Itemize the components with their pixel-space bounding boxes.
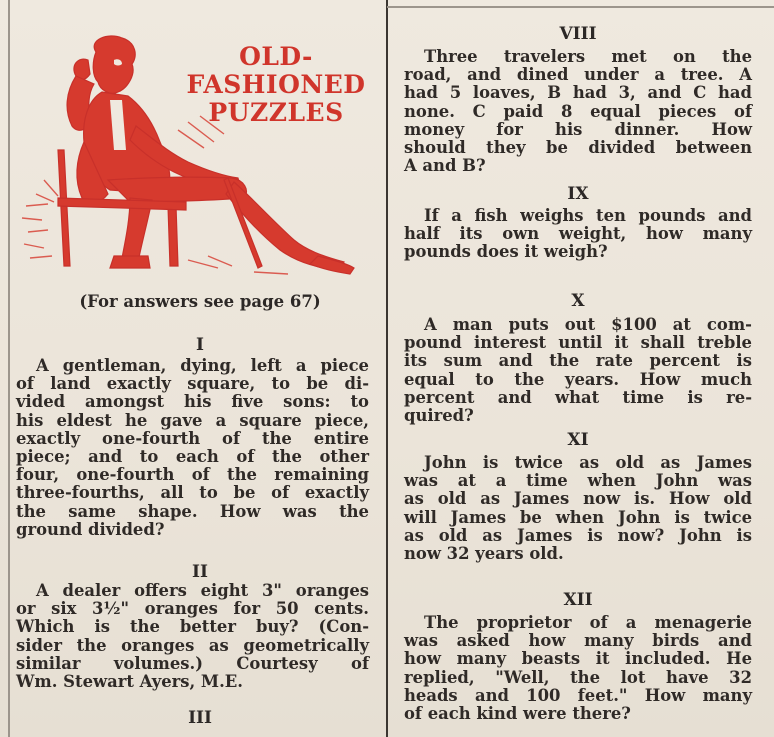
text-line: money for his dinner. How bbox=[404, 119, 752, 139]
text-line: A and B? bbox=[404, 156, 486, 176]
text-line: vided amongst his five sons: to bbox=[16, 392, 369, 412]
puzzle-text bbox=[404, 48, 752, 175]
text-line: Three travelers met on the bbox=[424, 47, 752, 66]
text-line: John is twice as old as James bbox=[424, 453, 752, 472]
text-line: replied, "Well, the lot have 32 bbox=[404, 667, 752, 687]
text-line: equal to the years. How much bbox=[404, 369, 752, 389]
text-line: will James be when John is twice bbox=[404, 507, 752, 527]
text-line: three-fourths, all to be of exactly bbox=[16, 483, 369, 503]
text-line: quired? bbox=[404, 406, 474, 426]
title-line-2: FASHIONED bbox=[186, 70, 366, 99]
text-line: was at a time when John was bbox=[404, 471, 752, 491]
top-border-rule bbox=[387, 6, 774, 8]
puzzle-numeral: II bbox=[192, 562, 208, 582]
puzzle-numeral: XII bbox=[563, 590, 593, 610]
puzzle-text bbox=[404, 614, 752, 723]
text-line: how many beasts it included. He bbox=[404, 649, 752, 669]
text-line: should they be divided between bbox=[404, 138, 752, 158]
text-line: Which is the better buy? (Con- bbox=[16, 617, 369, 637]
title-line-1: OLD- bbox=[239, 42, 313, 71]
text-line: The proprietor of a menagerie bbox=[424, 613, 752, 632]
text-line: his eldest he gave a square piece, bbox=[16, 410, 369, 430]
text-line: heads and 100 feet." How many bbox=[404, 685, 752, 705]
text-line: of land exactly square, to be di- bbox=[16, 374, 369, 394]
puzzle-numeral: X bbox=[571, 291, 585, 311]
answers-note: (For answers see page 67) bbox=[79, 292, 321, 311]
text-line: was asked how many birds and bbox=[404, 631, 752, 651]
text-line: pound interest until it shall treble bbox=[404, 333, 752, 353]
text-line: as old as James is now? John is bbox=[404, 525, 752, 545]
left-border-rule bbox=[8, 0, 10, 737]
puzzle-numeral: VIII bbox=[559, 24, 597, 44]
text-line: A dealer offers eight 3" oranges bbox=[36, 581, 369, 600]
text-line: A man puts out $100 at com- bbox=[424, 315, 752, 334]
puzzle-text bbox=[404, 207, 752, 262]
text-line: or six 3½" oranges for 50 cents. bbox=[16, 599, 369, 619]
text-line: similar volumes.) Courtesy of bbox=[16, 653, 369, 673]
puzzle-text bbox=[404, 454, 752, 563]
title-line-3: PUZZLES bbox=[208, 98, 344, 127]
puzzle-text bbox=[404, 316, 752, 425]
text-line: exactly one-fourth of the entire bbox=[16, 428, 369, 448]
text-line: piece; and to each of the other bbox=[16, 447, 369, 467]
text-line: percent and what time is re- bbox=[404, 387, 752, 407]
text-line: road, and dined under a tree. A bbox=[404, 65, 752, 85]
text-line: now 32 years old. bbox=[404, 544, 564, 564]
text-line: its sum and the rate percent is bbox=[404, 351, 752, 371]
text-line: as old as James now is. How old bbox=[404, 489, 752, 509]
text-line: A gentleman, dying, left a piece bbox=[36, 356, 369, 375]
puzzle-text bbox=[16, 357, 369, 539]
puzzle-numeral: III bbox=[188, 708, 212, 728]
puzzle-numeral: XI bbox=[567, 430, 589, 450]
text-line: If a fish weighs ten pounds and bbox=[424, 206, 752, 225]
text-line: sider the oranges as geometrically bbox=[16, 635, 369, 655]
text-line: four, one-fourth of the remaining bbox=[16, 465, 369, 485]
text-line: pounds does it weigh? bbox=[404, 242, 608, 262]
text-line: none. C paid 8 equal pieces of bbox=[404, 101, 752, 121]
text-line: had 5 loaves, B had 3, and C had bbox=[404, 83, 752, 103]
puzzle-numeral: I bbox=[196, 335, 204, 355]
text-line: of each kind were there? bbox=[404, 704, 631, 724]
text-line: the same shape. How was the bbox=[16, 501, 369, 521]
text-line: Wm. Stewart Ayers, M.E. bbox=[16, 672, 243, 692]
text-line: ground divided? bbox=[16, 519, 165, 539]
puzzle-numeral: IX bbox=[567, 184, 589, 204]
text-line: half its own weight, how many bbox=[404, 224, 752, 244]
column-divider-rule bbox=[386, 0, 388, 737]
puzzle-text bbox=[16, 582, 369, 691]
